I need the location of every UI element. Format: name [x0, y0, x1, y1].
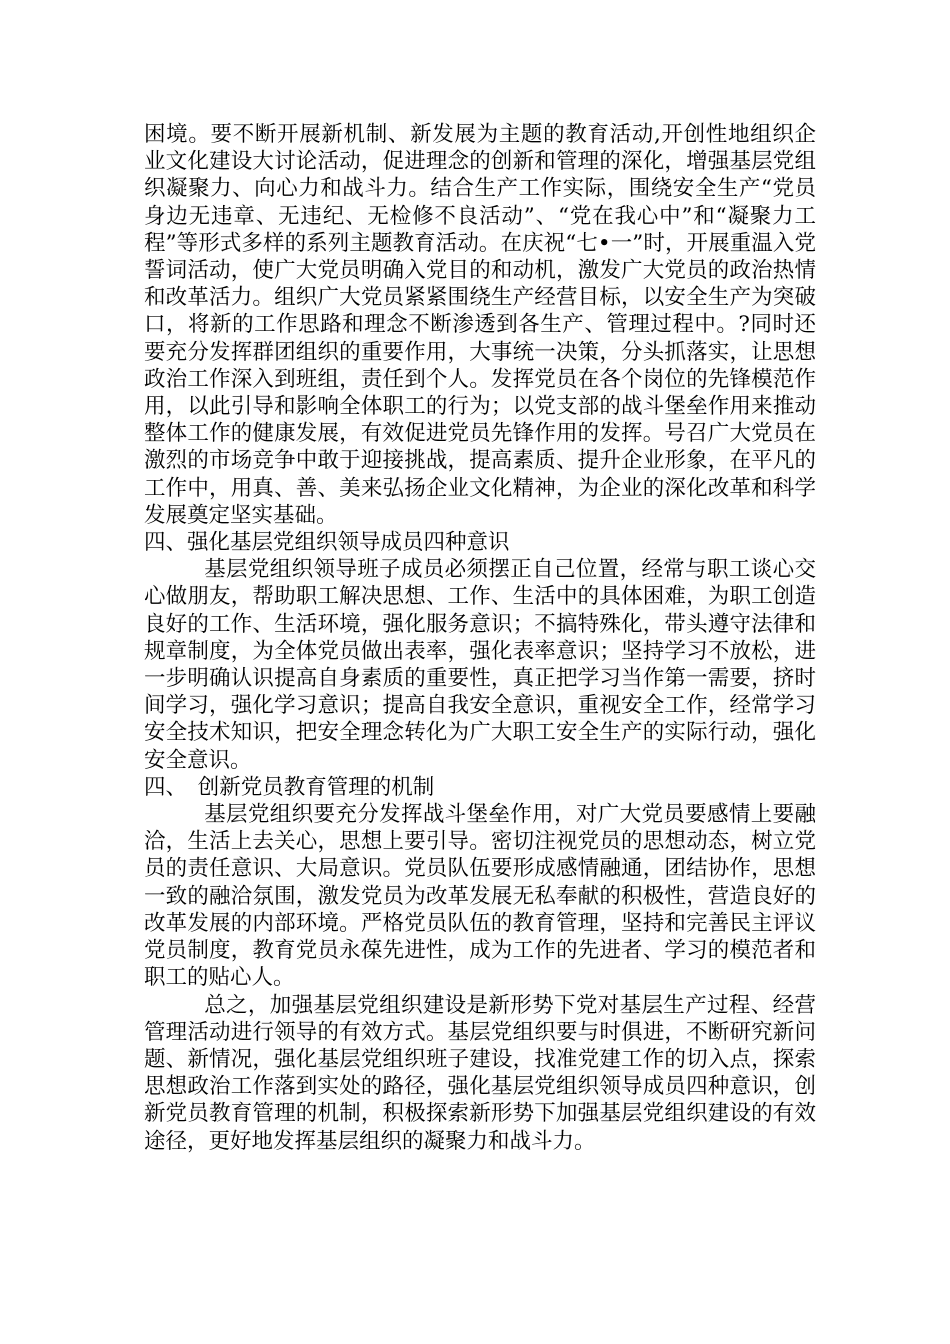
- section-heading-four-awareness: 四、强化基层党组织领导成员四种意识: [144, 530, 510, 556]
- body-paragraph-conclusion: 总之，加强基层党组织建设是新形势下党对基层生产过程、经营管理活动进行领导的有效方式。基层党组织要与时俱进，不断研究新问题、新情况，强化基层党组织班子建设，找准党建工作的切入点，探索思想政治工作落到实处的路径，强化基层党组织领导成员四种意识，创新党员教育管理的机制，积极探索新形势下加强基层党组织建设的有效途径，更好地发挥基层组织的凝聚力和战斗力。: [144, 992, 816, 1154]
- body-paragraph-continuation: 困境。要不断开展新机制、新发展为主题的教育活动,开创性地组织企业文化建设大讨论活动，促进理念的创新和管理的深化，增强基层党组织凝聚力、向心力和战斗力。结合生产工作实际，围绕安全生产“党员身边无违章、无违纪、无检修不良活动”、“党在我心中”和“凝聚力工程”等形式多样的系列主题教育活动。在庆祝“七•一”时，开展重温入党誓词活动，使广大党员明确入党目的和动机，激发广大党员的政治热情和改革活力。组织广大党员紧紧围绕生产经营目标，以安全生产为突破口，将新的工作思路和理念不断渗透到各生产、管理过程中。?同时还要充分发挥群团组织的重要作用，大事统一决策，分头抓落实，让思想政治工作深入到班组，责任到个人。发挥党员在各个岗位的先锋模范作用，以此引导和影响全体职工的行为；以党支部的战斗堡垒作用来推动整体工作的健康发展，有效促进党员先锋作用的发挥。号召广大党员在激烈的市场竞争中敢于迎接挑战，提高素质、提升企业形象，在平凡的工作中，用真、善、美来弘扬企业文化精神，为企业的深化改革和科学发展奠定坚实基础。: [144, 122, 816, 528]
- document-body: [144, 121, 816, 1155]
- section-heading-education-mechanism: 四、 创新党员教育管理的机制: [144, 774, 435, 800]
- body-paragraph-awareness: 基层党组织领导班子成员必须摆正自己位置，经常与职工谈心交心做朋友，帮助职工解决思想、工作、生活中的具体困难，为职工创造良好的工作、生活环境，强化服务意识；不搞特殊化，带头遵守法律和规章制度，为全体党员做出表率，强化表率意识；坚持学习不放松，进一步明确认识提高自身素质的重要性，真正把学习当作第一需要，挤时间学习，强化学习意识；提高自我安全意识，重视安全工作，经常学习安全技术知识，把安全理念转化为广大职工安全生产的实际行动，强化安全意识。: [144, 557, 816, 773]
- body-paragraph-education: 基层党组织要充分发挥战斗堡垒作用，对广大党员要感情上要融洽，生活上去关心，思想上要引导。密切注视党员的思想动态，树立党员的责任意识、大局意识。党员队伍要形成感情融通，团结协作，思想一致的融洽氛围，激发党员为改革发展无私奉献的积极性，营造良好的改革发展的内部环境。严格党员队伍的教育管理，坚持和完善民主评议党员制度，教育党员永葆先进性，成为工作的先进者、学习的模范者和职工的贴心人。: [144, 802, 816, 991]
